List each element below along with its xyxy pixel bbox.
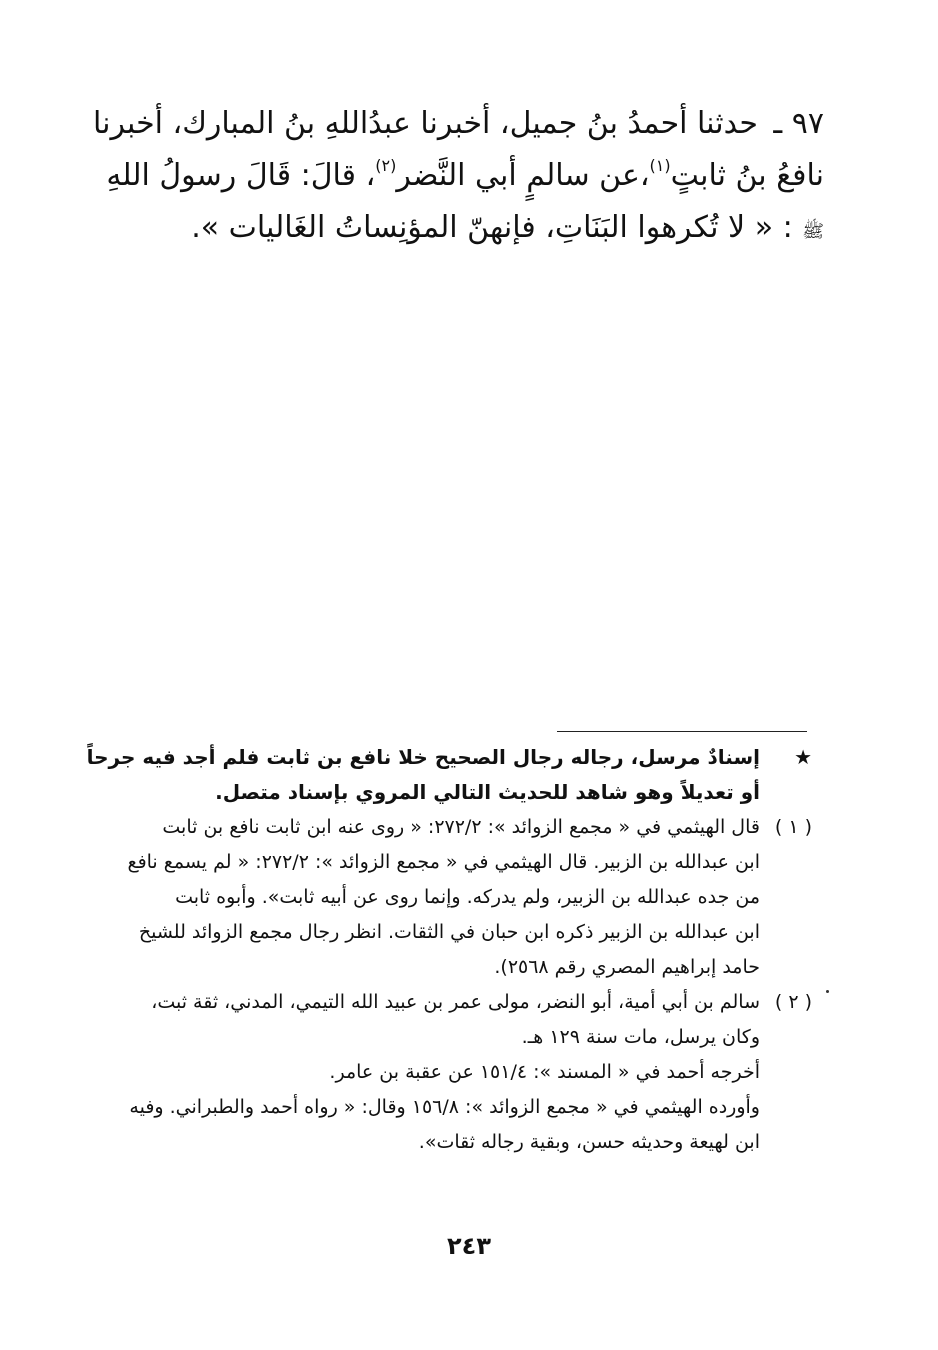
salla-glyph: ﷺ [802,221,824,242]
page-number: ٢٤٣ [447,1232,491,1260]
footnote-star [86,740,812,810]
footnote-line: حامد إبراهيم المصري رقم ٢٥٦٨). [494,956,760,978]
footnote-2 [112,985,812,1160]
footnote-star-marker: ★ [794,745,812,769]
footnote-line: إسنادٌ مرسل، رجاله رجال الصحيح خلا نافع بن ثابت فلم أجد فيه جرحاً [86,745,760,769]
hadith-line-2: نافعُ بنُ ثابتٍ$^{(١)}$،عن سالمٍ أبي النَّضر$^{(٢)}$، قالَ: قَالَ رسولُ اللهِ [106,156,824,193]
footnote-ref-2[interactable]: (٢) [375,156,397,175]
footnote-2-marker: ( ٢ ) [774,991,812,1013]
footnote-line: ابن عبدالله بن الزبير ذكره ابن حبان في الثقات. انظر رجال مجمع الزوائد للشيخ [138,921,760,943]
footnote-line: أو تعديلاً وهو شاهد للحديث التالي المروي بإسناد متصل. [215,780,760,804]
footnote-line: ابن لهيعة وحديثه حسن، وبقية رجاله ثقات». [418,1131,760,1153]
footnote-line: وأورده الهيثمي في « مجمع الزوائد »: ١٥٦/٨ وقال: « رواه أحمد والطبراني. وفيه [129,1096,760,1118]
footnote-line: وكان يرسل، مات سنة ١٢٩ هـ. [521,1026,760,1048]
footnote-line: قال الهيثمي في « مجمع الزوائد »: ٢٧٢/٢: « روى عنه ابن ثابت نافع بن ثابت [162,816,760,838]
scan-speck [826,990,829,993]
footnote-line: ابن عبدالله بن الزبير. قال الهيثمي في « مجمع الزوائد »: ٢٧٢/٢: « لم يسمع نافع [127,851,760,873]
footnotes-section [86,740,812,1160]
footnote-line: سالم بن أبي أمية، أبو النضر، مولى عمر بن عبيد الله التيمي، المدني، ثقة ثبت، [151,991,760,1013]
footnote-line: أخرجه أحمد في « المسند »: ١٥١/٤ عن عقبة بن عامر. [329,1061,760,1083]
footnote-line: من جده عبدالله بن الزبير، ولم يدركه. وإنما روى عن أبيه ثابت». وأبوه ثابت [175,886,760,908]
footnote-1 [112,810,812,985]
hadith-number: ٩٧ ـ [773,106,824,141]
footnote-1-marker: ( ١ ) [774,816,812,838]
hadith-line-3: ﷺ : « لا تُكرهوا البَنَاتِ، فإنهنّ المؤنِساتُ الغَاليات ». [191,210,824,245]
hadith-line-1: ٩٧ ـ حدثنا أحمدُ بنُ جميل، أخبرنا عبدُاللهِ بنُ المبارك، أخبرنا [93,106,824,141]
hadith-text [93,98,824,258]
footnote-divider [557,731,807,732]
footnote-ref-1[interactable]: (١) [649,156,671,175]
